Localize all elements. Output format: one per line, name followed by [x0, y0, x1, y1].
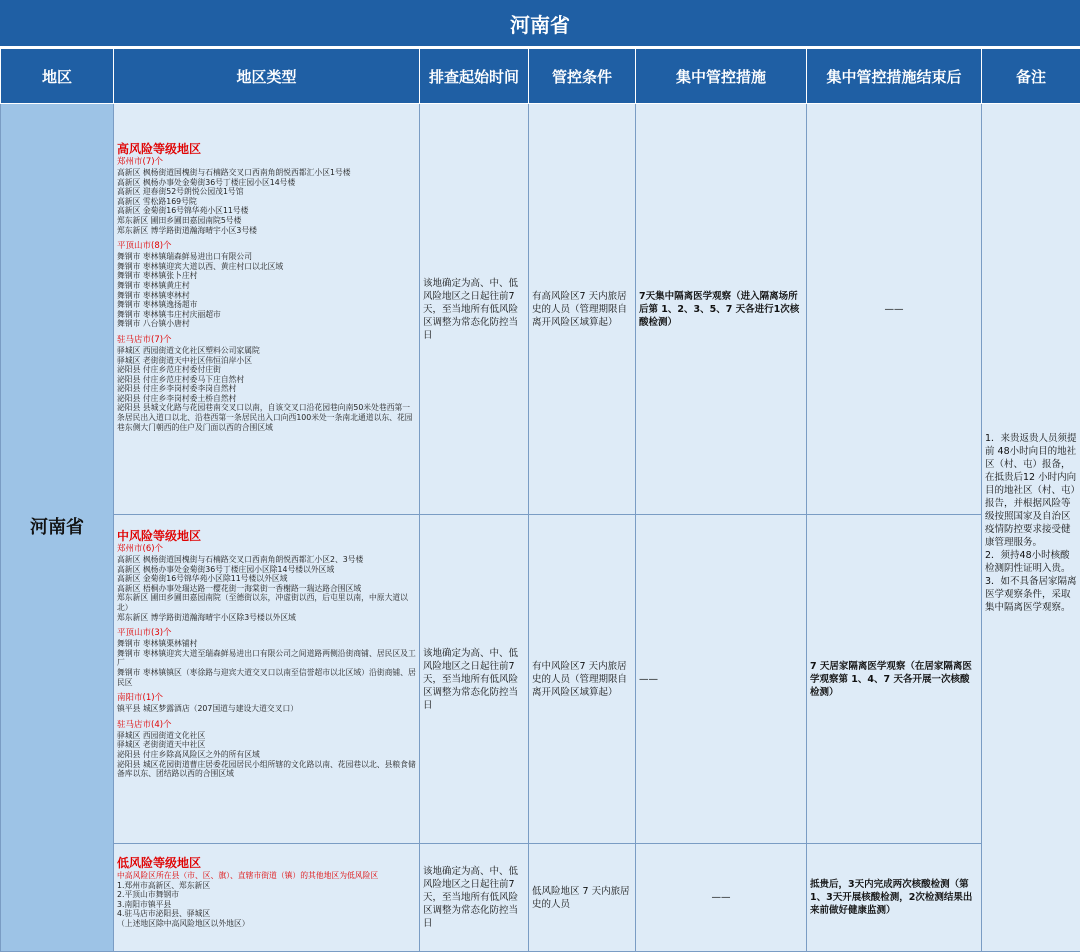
province-cell: 河南省: [1, 104, 114, 952]
header-measure: 集中管控措施: [636, 49, 807, 104]
list-item: 舞钢市 枣林镇张卜庄村: [117, 271, 416, 281]
table-row: [1, 844, 1080, 952]
header-note: 备注: [982, 49, 1080, 104]
list-item: 高新区 枫杨办事处金菊街36号丁楼庄园小区14号楼: [117, 178, 416, 188]
note-line: 1．来贵返贵人员须提前 48小时向目的地社区（村、屯）报备，在抵贵后12 小时内向目的地社区（村、屯）报告，并根据风险等级按照国家及自治区疫情防控要求接受健康管理服务。: [985, 432, 1077, 549]
city-label: 驻马店市(4)个: [117, 720, 416, 731]
low-condition: 低风险地区 7 天内旅居史的人员: [529, 844, 636, 952]
medium-start-time: 该地确定为高、中、低风险地区之日起往前7天，至当地所有低风险区调整为常态化防控当日: [420, 515, 529, 844]
list-item: （上述地区除中高风险地区以外地区）: [117, 919, 416, 929]
list-item: 高新区 枫杨办事处金菊街36号丁楼庄园小区除14号楼以外区域: [117, 565, 416, 575]
list-item: 高新区 雪松路169号院: [117, 197, 416, 207]
list-item: 舞钢市 枣林镇栗林铺村: [117, 639, 416, 649]
high-after: ——: [807, 104, 982, 515]
medium-condition: 有中风险区7 天内旅居史的人员（管理期限自离开风险区域算起）: [529, 515, 636, 844]
list-item: 泌阳县 付庄乡除高风险区之外的所有区域: [117, 750, 416, 760]
list-item: 舞钢市 枣林镇枣林村: [117, 291, 416, 301]
list-item: 高新区 枫杨街道国槐街与石楠路交叉口西南角朗悦西都汇小区1号楼: [117, 168, 416, 178]
list-item: 郑东新区 博学路街道瀚海晴宇小区除3号楼以外区域: [117, 613, 416, 623]
high-risk-cell: [114, 104, 420, 515]
risk-table: [0, 48, 1080, 952]
city-label: 郑州市(7)个: [117, 157, 416, 168]
note-line: 2．须持48小时核酸检测阴性证明入贵。: [985, 549, 1077, 575]
list-item: 泌阳县 县城文化路与花园巷南交叉口以南，自该交叉口沿花园巷向南50米处巷西第一条居民出入道口以北、沿巷西第一条居民出入口向西100米处一条南北通道以东、花园巷东侧大门朝西的住户及门面以西的合围区域: [117, 403, 416, 432]
list-item: 驿城区 老街街道天中社区: [117, 740, 416, 750]
list-item: 驿城区 老街街道天中社区伟恒泊岸小区: [117, 356, 416, 366]
list-item: 泌阳县 付庄乡李岗村委李岗自然村: [117, 384, 416, 394]
city-label: 平顶山市(8)个: [117, 241, 416, 252]
list-item: 泌阳县 付庄乡李岗村委土桥自然村: [117, 394, 416, 404]
low-risk-label: 低风险等级地区: [117, 856, 416, 871]
list-item: 郑东新区 圃田乡圃田嘉园南院（至德街以东，冲虚街以西，后屯里以南，中原大道以北）: [117, 593, 416, 612]
header-condition: 管控条件: [529, 49, 636, 104]
page-title: 河南省: [0, 0, 1080, 48]
high-condition: 有高风险区7 天内旅居史的人员（管理期限自离开风险区域算起）: [529, 104, 636, 515]
table-header-row: [1, 49, 1080, 104]
list-item: 舞钢市 枣林镇迎宾大道至瑞森鲜易进出口有限公司之间道路两侧沿街商铺、居民区及工厂: [117, 649, 416, 668]
high-start-time: 该地确定为高、中、低风险地区之日起往前7天，至当地所有低风险区调整为常态化防控当日: [420, 104, 529, 515]
note-line: 3．如不具备居家隔离医学观察条件，采取集中隔离医学观察。: [985, 575, 1077, 614]
list-item: 驿城区 西园街道文化社区塑料公司家属院: [117, 346, 416, 356]
list-item: 4.驻马店市泌阳县、驿城区: [117, 909, 416, 919]
header-region-type: 地区类型: [114, 49, 420, 104]
list-item: 舞钢市 八台镇小唐村: [117, 319, 416, 329]
low-measure: ——: [636, 844, 807, 952]
list-item: 泌阳县 付庄乡范庄村委马下庄自然村: [117, 375, 416, 385]
medium-risk-cell: [114, 515, 420, 844]
list-item: 3.南阳市镇平县: [117, 900, 416, 910]
city-label: 郑州市(6)个: [117, 544, 416, 555]
table-row: [1, 104, 1080, 515]
list-item: 驿城区 西园街道文化社区: [117, 731, 416, 741]
medium-measure: ——: [636, 515, 807, 844]
list-item: 舞钢市 枣林镇逸扬超市: [117, 300, 416, 310]
list-item: 高新区 金菊街16号锦华苑小区11号楼: [117, 206, 416, 216]
list-item: 2.平顶山市舞钢市: [117, 890, 416, 900]
list-item: 镇平县 城区梦露酒店（207国道与建设大道交叉口）: [117, 704, 416, 714]
city-label: 平顶山市(3)个: [117, 628, 416, 639]
list-item: 郑东新区 博学路街道瀚海晴宇小区3号楼: [117, 226, 416, 236]
list-item: 舞钢市 枣林镇瑞森鲜易进出口有限公司: [117, 252, 416, 262]
low-risk-rule: 中高风险区所在县（市、区、旗）、直辖市街道（镇）的其他地区为低风险区: [117, 871, 416, 881]
low-start-time: 该地确定为高、中、低风险地区之日起往前7天，至当地所有低风险区调整为常态化防控当日: [420, 844, 529, 952]
city-label: 南阳市(1)个: [117, 693, 416, 704]
header-region: 地区: [1, 49, 114, 104]
list-item: 郑东新区 圃田乡圃田嘉园南院5号楼: [117, 216, 416, 226]
list-item: 舞钢市 枣林镇镇区（枣徐路与迎宾大道交叉口以南至信誉超市以北区域）沿街商铺、居民区: [117, 668, 416, 687]
medium-risk-label: 中风险等级地区: [117, 529, 416, 544]
header-after: 集中管控措施结束后: [807, 49, 982, 104]
list-item: 舞钢市 枣林镇迎宾大道以西、黄庄村口以北区域: [117, 262, 416, 272]
list-item: 泌阳县 城区花园街道曹庄居委花园居民小组所辖的文化路以南、花园巷以北、县粮食储备库以东、团结路以西的合围区域: [117, 760, 416, 779]
list-item: 舞钢市 枣林镇黄庄村: [117, 281, 416, 291]
city-label: 驻马店市(7)个: [117, 335, 416, 346]
high-risk-label: 高风险等级地区: [117, 142, 416, 157]
medium-after: 7 天居家隔离医学观察（在居家隔离医学观察第 1、4、7 天各开展一次核酸检测）: [807, 515, 982, 844]
high-measure: 7天集中隔离医学观察（进入隔离场所后第 1、2、3、5、7 天各进行1次核酸检测）: [636, 104, 807, 515]
table-row: [1, 515, 1080, 844]
list-item: 高新区 金菊街16号锦华苑小区除11号楼以外区域: [117, 574, 416, 584]
list-item: 舞钢市 枣林镇韦庄村庆丽超市: [117, 310, 416, 320]
list-item: 泌阳县 付庄乡范庄村委付庄街: [117, 365, 416, 375]
list-item: 高新区 梧桐办事处瑞达路一樱花街一海棠街一香榭路一瑞达路合围区域: [117, 584, 416, 594]
header-start-time: 排查起始时间: [420, 49, 529, 104]
list-item: 高新区 枫杨街道国槐街与石楠路交叉口西南角朗悦西都汇小区2、3号楼: [117, 555, 416, 565]
list-item: 高新区 迎春街52号朗悦公园茂1号馆: [117, 187, 416, 197]
note-cell: [982, 104, 1080, 952]
list-item: 1.郑州市高新区、郑东新区: [117, 881, 416, 891]
low-after: 抵贵后，3天内完成两次核酸检测（第 1、3天开展核酸检测，2次检测结果出来前做好健康监测）: [807, 844, 982, 952]
low-risk-cell: [114, 844, 420, 952]
